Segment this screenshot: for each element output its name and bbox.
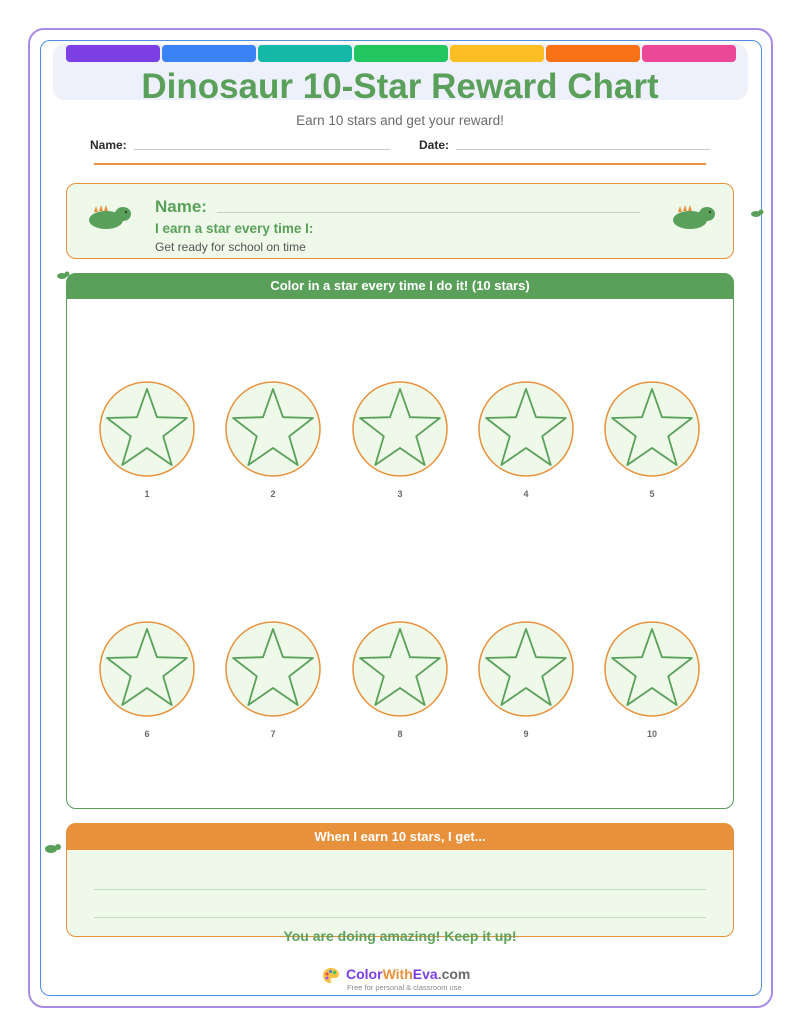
rainbow-segment [450,45,544,62]
star-number: 6 [144,729,150,739]
star-number: 10 [646,729,657,739]
palette-icon [322,967,340,985]
dinosaur-icon [670,203,718,235]
page-title: Dinosaur 10-Star Reward Chart [141,67,659,106]
star-slot[interactable] [350,621,450,739]
dinosaur-icon [86,203,134,235]
date-field-label: Date: [419,138,450,152]
page-subtitle: Earn 10 stars and get your reward! [296,113,504,128]
brand-part-domain: .com [437,966,471,982]
rainbow-segment [354,45,448,62]
star-icon [223,381,323,481]
star-slot[interactable] [223,621,323,739]
star-icon [602,621,702,721]
rainbow-bar [66,45,736,62]
star-number: 9 [523,729,529,739]
reward-header: When I earn 10 stars, I get... [66,823,734,850]
star-number: 8 [397,729,403,739]
reward-line[interactable] [94,917,706,918]
encouragement-text: You are doing amazing! Keep it up! [283,928,517,944]
star-icon [476,381,576,481]
star-slot[interactable] [476,621,576,739]
rainbow-segment [66,45,160,62]
reward-line[interactable] [94,889,706,890]
brand-tagline: Free for personal & classroom use [347,983,462,992]
brand-part-eva: Eva [412,966,438,982]
brand-name [346,966,470,982]
star-icon [476,621,576,721]
brand-logo[interactable] [322,966,492,994]
name-field-label: Name: [90,138,127,152]
star-icon [350,381,450,481]
star-slot[interactable] [602,621,702,739]
star-icon [350,621,450,721]
rainbow-segment [546,45,640,62]
brand-part-with: With [382,966,413,982]
rainbow-segment [642,45,736,62]
star-number: 3 [397,489,403,499]
star-slot[interactable] [223,381,323,499]
star-icon [602,381,702,481]
earn-label: I earn a star every time I: [155,221,314,236]
name-box-line[interactable] [217,212,640,213]
star-number: 2 [270,489,276,499]
rainbow-segment [162,45,256,62]
rainbow-segment [258,45,352,62]
star-number: 7 [270,729,276,739]
small-dinosaur-icon [750,208,764,218]
small-dinosaur-icon [44,842,62,854]
earn-task: Get ready for school on time [155,240,306,254]
star-icon [97,621,197,721]
name-box-label: Name: [155,197,207,216]
date-field-line[interactable] [456,149,710,150]
star-slot[interactable] [97,381,197,499]
header-divider [94,163,706,165]
star-slot[interactable] [97,621,197,739]
star-number: 4 [523,489,529,499]
name-field-line[interactable] [134,149,390,150]
stars-header: Color in a star every time I do it! (10 stars) [66,273,734,299]
star-number: 1 [144,489,150,499]
star-icon [97,381,197,481]
star-icon [223,621,323,721]
star-slot[interactable] [476,381,576,499]
star-slot[interactable] [350,381,450,499]
brand-part-color: Color [346,966,383,982]
star-slot[interactable] [602,381,702,499]
star-number: 5 [649,489,655,499]
